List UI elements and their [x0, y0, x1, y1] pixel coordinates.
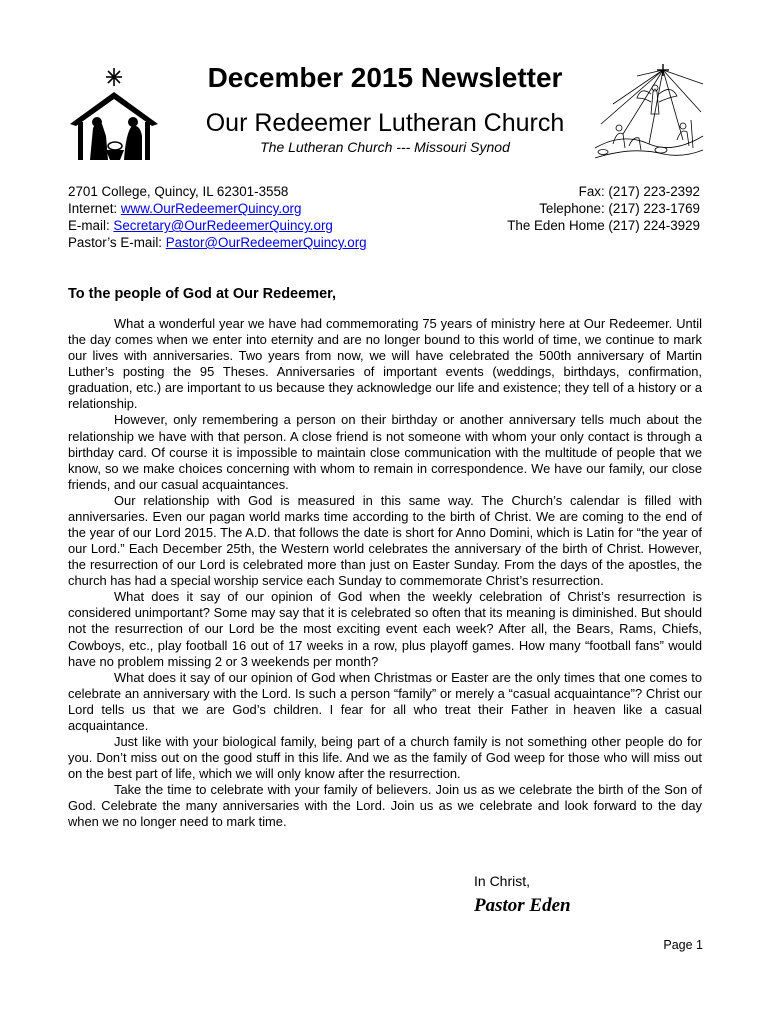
paragraph: Take the time to celebrate with your family of believers. Join us as we celebrate the birth of the Son of God. Celebrate the many anniversaries with the Lord. Join us as we celebrate and look forward to the day when we no longer need to mark time.	[68, 782, 702, 830]
website-link[interactable]: www.OurRedeemerQuincy.org	[120, 201, 302, 216]
contact-info-right	[507, 183, 700, 234]
letter-greeting: To the people of God at Our Redeemer,	[68, 286, 337, 302]
eden-home-number: The Eden Home (217) 224-3929	[507, 218, 700, 233]
secretary-email-link[interactable]: Secretary@OurRedeemerQuincy.org	[113, 218, 333, 233]
pastor-email-line	[68, 234, 367, 251]
paragraph: What does it say of our opinion of God when Christmas or Easter are the only times that one comes to celebrate an anniversary with the Lord. Is such a person “family” or merely a “casual acquaintance”? Christ our Lord tells us that we are God’s children. I fear for all who treat their Father in heaven like a casual acquaintance.	[68, 669, 702, 733]
newsletter-title: December 2015 Newsletter	[207, 62, 563, 93]
church-name: Our Redeemer Lutheran Church	[205, 109, 565, 137]
internet-label: Internet:	[68, 201, 121, 216]
paragraph: However, only remembering a person on their birthday or another anniversary tells much about the relationship we have with that person. A close friend is not someone with whom your only contact is through a birthday card. Of course it is impossible to maintain close communication with the multitude of people that we know, so we make choices concerning with whom to remain in correspondence. We have our family, our close friends, and our casual acquaintances.	[68, 412, 702, 492]
pastor-email-label: Pastor’s E-mail:	[68, 235, 166, 250]
address: 2701 College, Quincy, IL 62301-3558	[68, 184, 289, 199]
pastor-email-link[interactable]: Pastor@OurRedeemerQuincy.org	[165, 235, 367, 250]
letter-closing: In Christ,	[474, 873, 531, 889]
letter-body	[68, 316, 702, 831]
telephone-number: Telephone: (217) 223-1769	[539, 201, 700, 216]
paragraph: What does it say of our opinion of God when the weekly celebration of Christ’s resurrection is considered unimportant? Some may say that it is celebrated so often that its meaning is diminished. But should not the resurrection of our Lord be the most exciting event each week? After all, the Bears, Rams, Chiefs, Cowboys, etc., play football 16 out of 17 weeks in a row, plus playoff games. How many “football fans” would have no problem missing 2 or 3 weekends per month?	[68, 589, 702, 669]
page-number: Page 1	[663, 938, 703, 952]
fax-number: Fax: (217) 223-2392	[578, 184, 700, 199]
paragraph: Just like with your biological family, being part of a church family is not something other people do for you. Don’t miss out on the good stuff in this life. And we as the family of God weep for those who will miss out on the best part of life, which we will only know after the resurrection.	[68, 734, 702, 782]
paragraph: Our relationship with God is measured in this same way. The Church’s calendar is filled with anniversaries. Even our pagan world marks time according to the birth of Christ. We are coming to the end of the year of our Lord 2015. The A.D. that follows the date is short for Anno Domini, which is Latin for “the year of our Lord.” Each December 25th, the Western world celebrates the anniversary of the birth of Christ. However, the resurrection of our Lord is celebrated more than just on Easter Sunday. From the days of the apostles, the church has had a special worship service each Sunday to commemorate Christ’s resurrection.	[68, 492, 702, 589]
synod-subtitle: The Lutheran Church --- Missouri Synod	[260, 139, 510, 155]
paragraph: What a wonderful year we have had commemorating 75 years of ministry here at Our Redeemer. Until the day comes when we enter into eternity and are no longer bound to this world of time, we continue to mark our lives with anniversaries. Two years from now, we will have celebrated the 500th anniversary of Martin Luther’s posting the 95 Theses. Anniversaries of important events (weddings, birthdays, confirmation, graduation, etc.) are important to us because they acknowledge our life and existence; they tell of a history or a relationship.	[68, 316, 702, 412]
internet-line	[68, 200, 367, 217]
pastor-signature: Pastor Eden	[474, 895, 571, 916]
email-label: E-mail:	[68, 218, 114, 233]
contact-info-left	[68, 183, 367, 251]
email-line	[68, 217, 367, 234]
